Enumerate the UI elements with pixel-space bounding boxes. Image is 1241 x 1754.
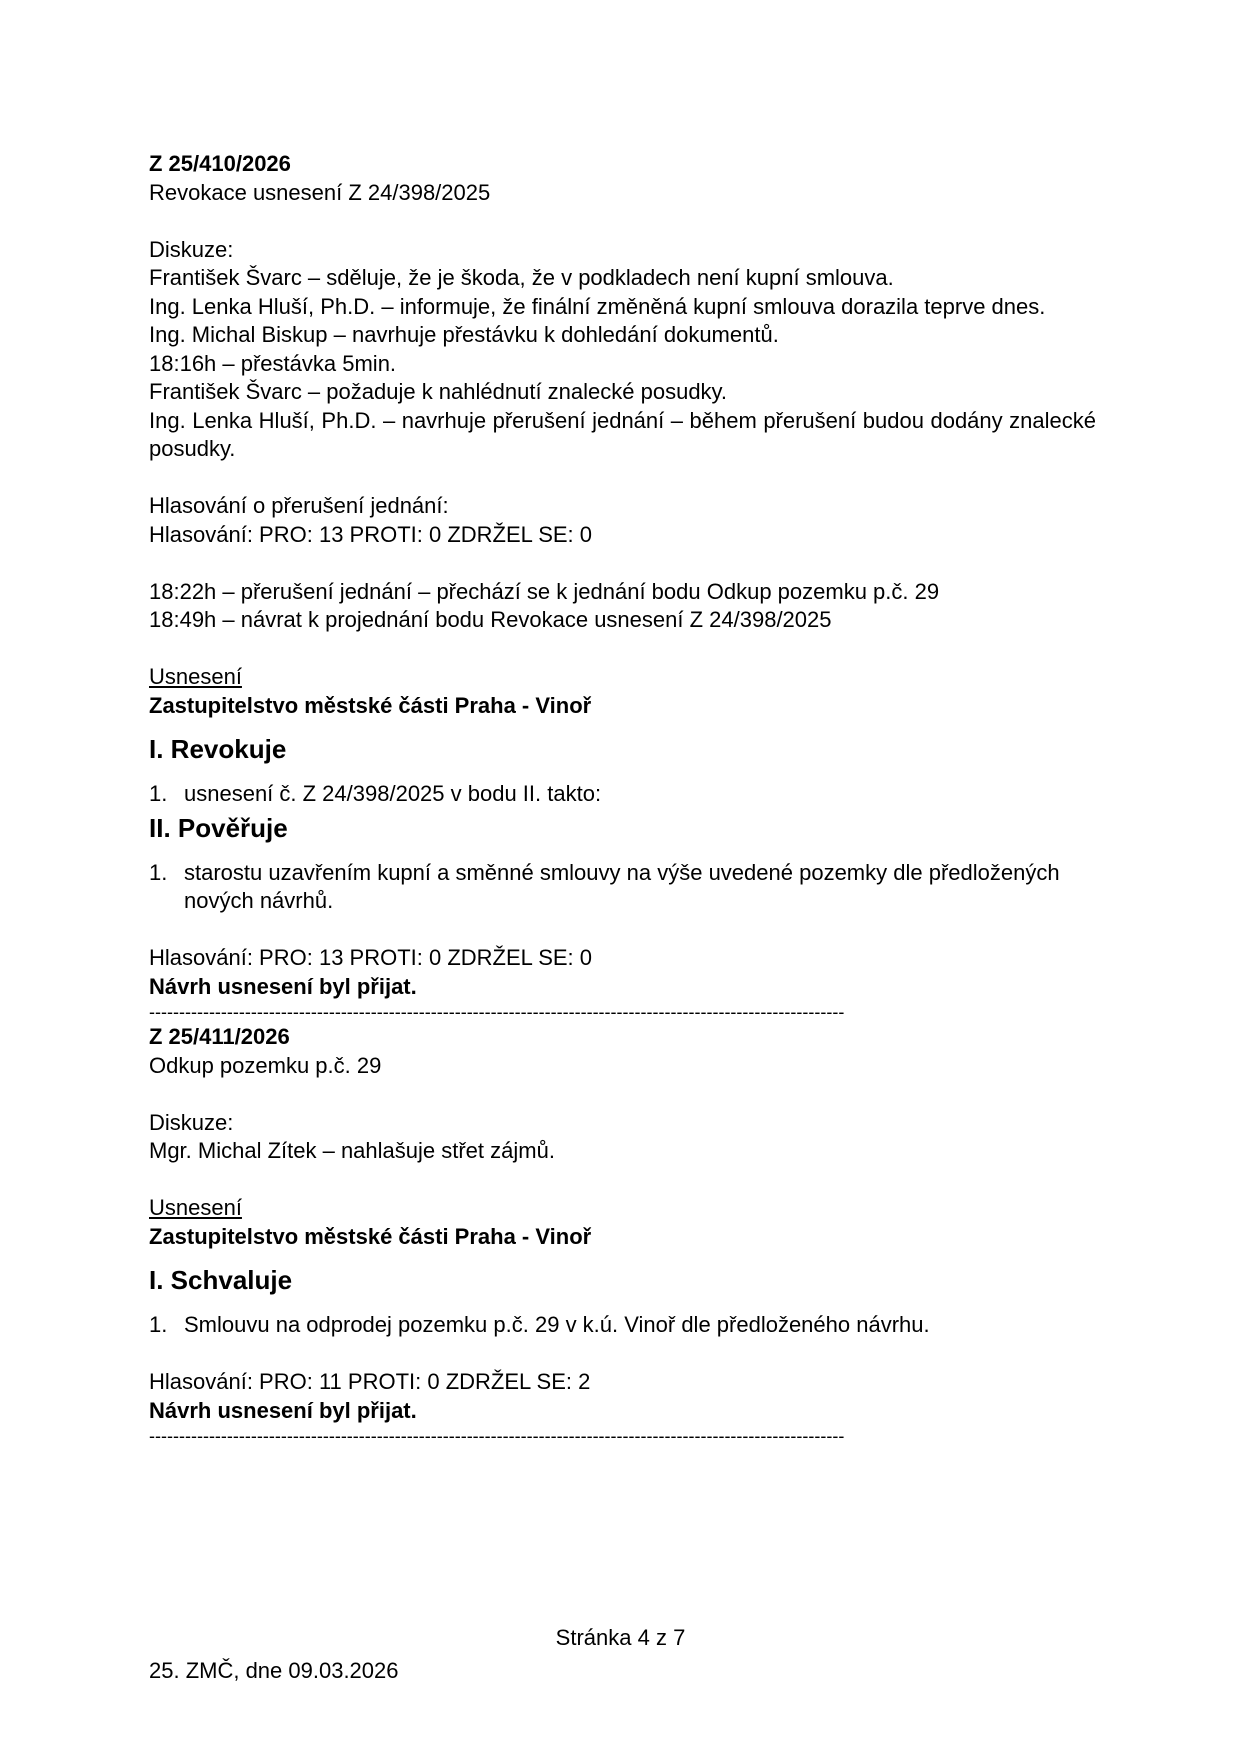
list-item — [149, 780, 1096, 809]
resolution-subject: Odkup pozemku p.č. 29 — [149, 1052, 382, 1078]
timeline-line: 18:49h – návrat k projednání bodu Revokace usnesení Z 24/398/2025 — [149, 607, 832, 632]
section-list — [149, 780, 1096, 809]
list-item — [149, 859, 1096, 916]
resolution-subject: Revokace usnesení Z 24/398/2025 — [149, 179, 491, 205]
resolution-id: Z 25/410/2026 — [149, 151, 291, 176]
discussion-line: František Švarc – sděluje, že je škoda, že v podkladech není kupní smlouva. — [149, 265, 894, 290]
timeline-line: 18:22h – přerušení jednání – přechází se k jednání bodu Odkup pozemku p.č. 29 — [149, 578, 940, 604]
vote-result: Hlasování: PRO: 11 PROTI: 0 ZDRŽEL SE: 2 — [149, 1369, 591, 1394]
document-body — [149, 150, 1096, 1447]
adopted-statement: Návrh usnesení byl přijat. — [149, 1397, 417, 1423]
discussion-line: 18:16h – přestávka 5min. — [149, 350, 397, 376]
discussion-line: Mgr. Michal Zítek – nahlašuje střet zájmů. — [149, 1138, 555, 1163]
resolution-id: Z 25/411/2026 — [149, 1024, 290, 1049]
vote-interrupt-result: Hlasování: PRO: 13 PROTI: 0 ZDRŽEL SE: 0 — [149, 521, 592, 547]
separator-line: -------------------------------------------------------------------------------------------------------------------- — [149, 1002, 845, 1022]
list-number: 1. — [149, 1312, 168, 1337]
list-text: usnesení č. Z 24/398/2025 v bodu II. takto: — [184, 781, 602, 806]
section-list — [149, 1311, 1096, 1340]
page-number: Stránka 4 z 7 — [555, 1625, 686, 1650]
discussion-label: Diskuze: — [149, 236, 234, 262]
section-heading: II. Pověřuje — [149, 812, 288, 843]
discussion-label: Diskuze: — [149, 1109, 234, 1135]
council-name: Zastupitelstvo městské části Praha - Vinoř — [149, 692, 592, 718]
vote-interrupt-label: Hlasování o přerušení jednání: — [149, 493, 449, 518]
section-heading: I. Revokuje — [149, 734, 287, 764]
list-text: Smlouvu na odprodej pozemku p.č. 29 v k.ú. Vinoř dle předloženého návrhu. — [184, 1312, 930, 1337]
resolution-label: Usnesení — [149, 1195, 242, 1220]
separator-line: -------------------------------------------------------------------------------------------------------------------- — [149, 1426, 845, 1446]
discussion-line: Ing. Michal Biskup – navrhuje přestávku k dohledání dokumentů. — [149, 322, 779, 347]
discussion-line: Ing. Lenka Hluší, Ph.D. – informuje, že finální změněná kupní smlouva dorazila teprve dnes. — [149, 293, 1046, 319]
discussion-line: František Švarc – požaduje k nahlédnutí znalecké posudky. — [149, 379, 728, 404]
section-heading: I. Schvaluje — [149, 1265, 293, 1295]
council-name: Zastupitelstvo městské části Praha - Vinoř — [149, 1223, 592, 1249]
list-text: starostu uzavřením kupní a směnné smlouvy na výše uvedené pozemky dle předložených nových návrhů. — [184, 859, 1060, 913]
list-number: 1. — [149, 859, 168, 885]
meeting-footer: 25. ZMČ, dne 09.03.2026 — [149, 1658, 399, 1683]
list-item — [149, 1311, 1096, 1340]
resolution-label: Usnesení — [149, 664, 242, 689]
section-list — [149, 859, 1096, 916]
list-number: 1. — [149, 781, 168, 806]
discussion-line: Ing. Lenka Hluší, Ph.D. – navrhuje přerušení jednání – během přerušení budou dodány znalecké posudky. — [149, 407, 1096, 461]
vote-result: Hlasování: PRO: 13 PROTI: 0 ZDRŽEL SE: 0 — [149, 945, 592, 970]
adopted-statement: Návrh usnesení byl přijat. — [149, 973, 417, 999]
